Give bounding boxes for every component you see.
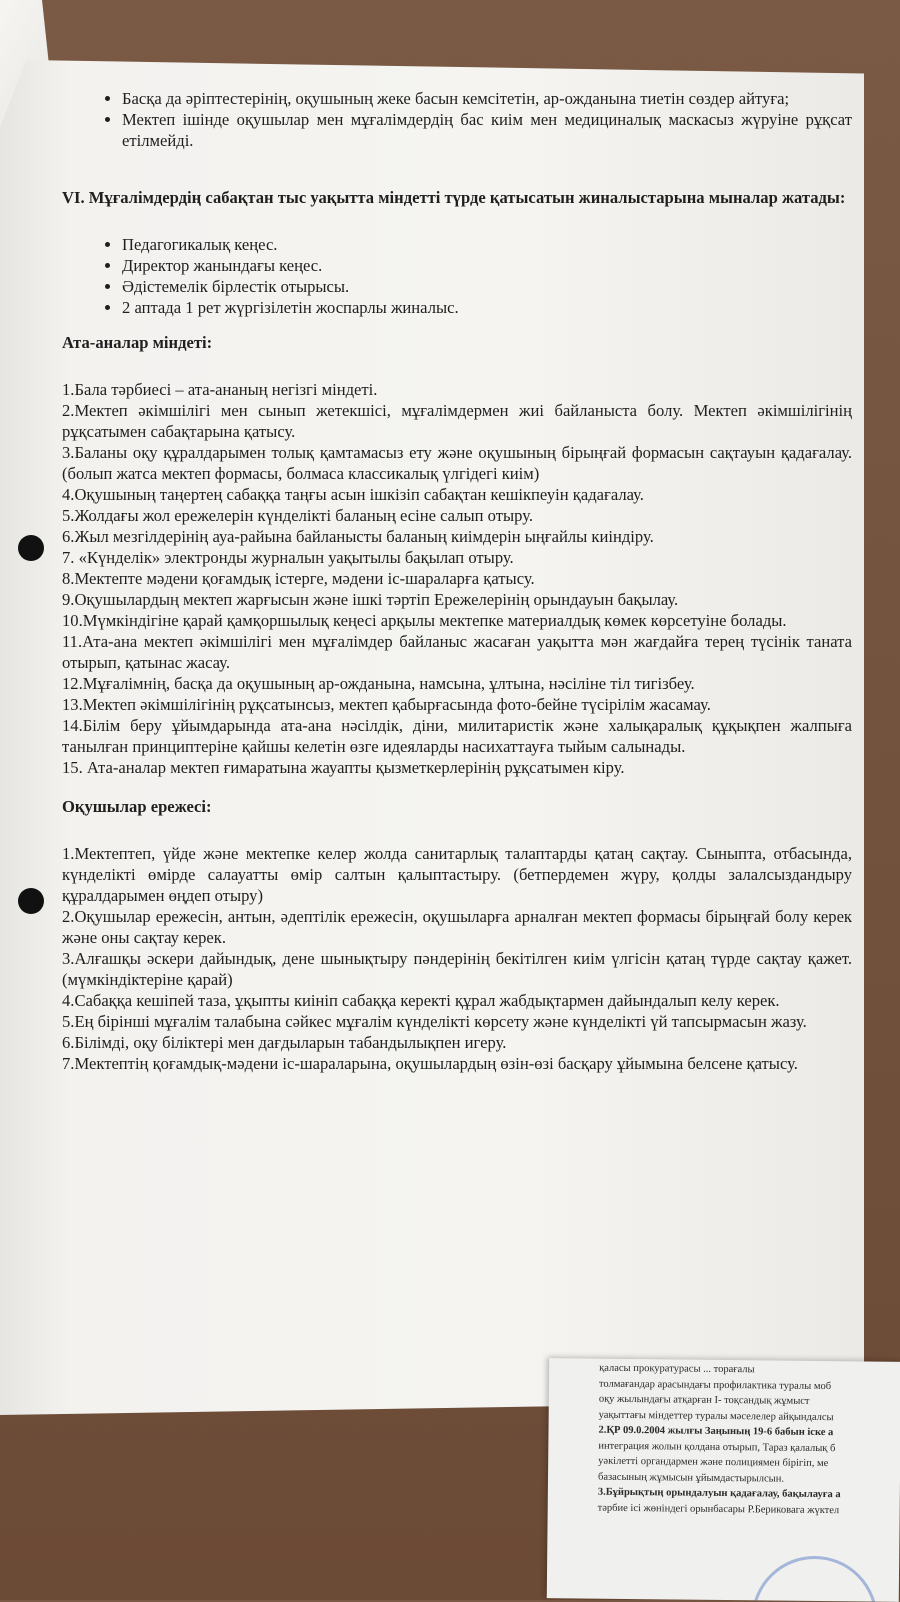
list-item: 6.Білімді, оқу біліктері мен дағдыларын табандылықпен игеру. [62, 1033, 507, 1052]
list-item: 2.Мектеп әкімшілігі мен сынып жетекшісі, мұғалімдермен жиі байланыста болу. Мектеп әкімшілігінің рұқсатымен сабақтарына қатысу. [62, 401, 852, 441]
stamp-seal [751, 1555, 878, 1602]
list-item: • Педагогикалық кеңес. [122, 234, 852, 255]
underlying-document [547, 1358, 900, 1602]
punch-hole [18, 535, 44, 561]
list-item: 8.Мектепте мәдени қоғамдық істерге, мәдени іс-шараларға қатысу. [62, 569, 535, 588]
list-item: 5.Ең бірінші мұғалім талабына сәйкес мұғалім күнделікті көрсету және күнделікті үй тапсырмасын жазу. [62, 1012, 807, 1031]
section-6-heading: VI. Мұғалімдердің сабақтан тыс уақытта міндетті түрде қатысатын жиналыстарына мыналар жатады: [62, 188, 846, 207]
list-item: 12.Мұғалімнің, басқа да оқушының ар-ожданына, намсына, ұлтына, нәсіліне тіл тигізбеу. [62, 674, 695, 693]
punch-hole [18, 888, 44, 914]
list-item: 4.Оқушының таңертең сабаққа таңғы асын ішкізіп сабақтан кешікпеуін қадағалау. [62, 485, 644, 504]
list-item: 1.Мектептеп, үйде және мектепке келер жолда санитарлық талаптарды қатаң сақтау. Сыныпта, отбасында, күнделікті өмірде салауатты өмір салтын қалыптастыру. (бетпердемен жүру, қолды залалсыздандыру құралдарымен өңдеп отыру) [62, 844, 852, 905]
meetings-list [62, 234, 852, 318]
underlying-line: толмағандар арасындағы профилактика туралы моб [598, 1378, 832, 1392]
students-heading: Оқушылар ережесі: [62, 797, 212, 816]
list-item: 9.Оқушылардың мектеп жарғысын және ішкі тәртіп Ережелерінің орындауын бақылау. [62, 590, 679, 609]
list-item: 1.Бала тәрбиесі – ата-ананың негізгі міндеті. [62, 380, 378, 399]
underlying-line: оқу жылындағы атқарған І- тоқсандық жұмыст [598, 1393, 810, 1407]
document-text [62, 88, 852, 1074]
underlying-line: уәкілетті органдармен және полициямен бірігіп, ме [598, 1455, 829, 1470]
list-item: 6.Жыл мезгілдерінің ауа-райына байланысты баланың киімдерін ыңғайлы киіндіру. [62, 527, 654, 546]
list-item: 7. «Күнделік» электронды журналын уақытылы бақылап отыру. [62, 548, 514, 567]
underlying-line: базасының жұмысын ұйымдастырылсын. [597, 1471, 785, 1485]
list-item: 3.Алғашқы әскери дайындық, дене шынықтыру пәндерінің бекітілген киім үлгісін қатаң түрде сақтау қажет. (мүмкіндіктеріне қарай) [62, 949, 852, 989]
underlying-line: 2.ҚР 09.0.2004 жылғы Заңының 19-6 бабын іске а [598, 1424, 834, 1439]
list-item: • Әдістемелік бірлестік отырысы. [122, 276, 852, 297]
parents-heading: Ата-аналар міндеті: [62, 333, 213, 352]
list-item: • Директор жанындағы кеңес. [122, 255, 852, 276]
top-bullet-list [62, 88, 852, 151]
list-item: • 2 аптада 1 рет жүргізілетін жоспарлы жиналыс. [122, 297, 852, 318]
list-item: 15. Ата-аналар мектеп ғимаратына жауапты қызметкерлерінің рұқсатымен кіру. [62, 758, 625, 777]
underlying-line: интеграция жолын қолдана отырып, Тараз қалалық б [598, 1440, 836, 1454]
list-item: • Мектеп ішінде оқушылар мен мұғалімдердің бас киім мен медициналық маскасыз жүруіне рұқсат етілмейді. [122, 109, 852, 151]
students-list [62, 843, 852, 1074]
list-item: 13.Мектеп әкімшілігінің рұқсатынсыз, мектеп қабырғасында фото-бейне түсірілім жасамау. [62, 695, 711, 714]
underlying-line: қаласы прокуратурасы ... торағалы [599, 1362, 755, 1376]
underlying-line: тәрбие ісі жөніндегі орынбасары Р.Бериковага жүктел [597, 1502, 840, 1516]
underlying-line: 3.Бұйрықтың орындалуын қадағалау, бақылауға а [597, 1486, 841, 1501]
list-item: 2.Оқушылар ережесін, антын, әдептілік ережесін, оқушыларға арналған мектеп формасы бірыңғай болу керек және оны сақтау керек. [62, 907, 852, 947]
list-item: 14.Білім беру ұйымдарында ата-ана нәсілдік, діни, милитаристік және халықаралық құқықпен жалпыға танылған принциптеріне қайшы келетін өзге идеяларды насихаттауға тыйым салынады. [62, 716, 852, 756]
list-item: 3.Баланы оқу құралдарымен толық қамтамасыз ету және оқушының бірыңғай формасын сақтауын қадағалау. (болып жатса мектеп формасы, болмаса классикалық үлгідегі киім) [62, 443, 852, 483]
list-item: 5.Жолдағы жол ережелерін күнделікті баланың есіне салып отыру. [62, 506, 533, 525]
list-item: • Басқа да әріптестерінің, оқушының жеке басын кемсітетін, ар-ожданына тиетін сөздер айтуға; [122, 88, 852, 109]
list-item: 11.Ата-ана мектеп әкімшілігі мен мұғалімдер байланыс жасаған уақытта мән жағдайға терең түсінік таната отырып, қатынас жасау. [62, 632, 852, 672]
parents-list [62, 379, 852, 778]
list-item: 7.Мектептің қоғамдық-мәдени іс-шараларына, оқушылардың өзін-өзі басқару ұйымына белсене қатысу. [62, 1054, 798, 1073]
list-item: 4.Сабаққа кешіпей таза, ұқыпты киініп сабаққа керекті құрал жабдықтармен дайындалып келу керек. [62, 991, 780, 1010]
underlying-line: уақыттағы міндеттер туралы мәселелер айқындалсы [598, 1409, 834, 1423]
list-item: 10.Мүмкіндігіне қарай қамқоршылық кеңесі арқылы мектепке материалдық көмек көрсетуіне болады. [62, 611, 787, 630]
